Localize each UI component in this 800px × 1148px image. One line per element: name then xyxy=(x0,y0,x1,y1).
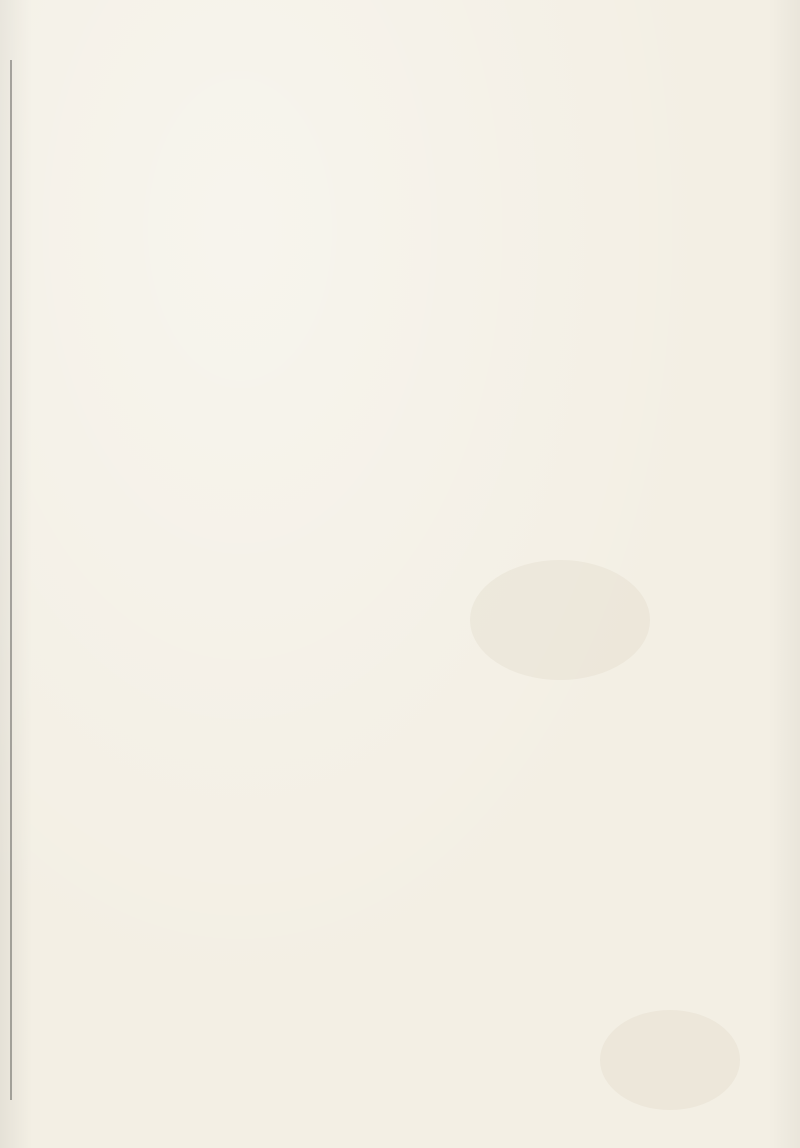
running-header xyxy=(170,14,180,44)
paper-stain xyxy=(600,1010,740,1110)
paper-stain xyxy=(470,560,650,680)
page-edge-rule xyxy=(10,60,12,1100)
